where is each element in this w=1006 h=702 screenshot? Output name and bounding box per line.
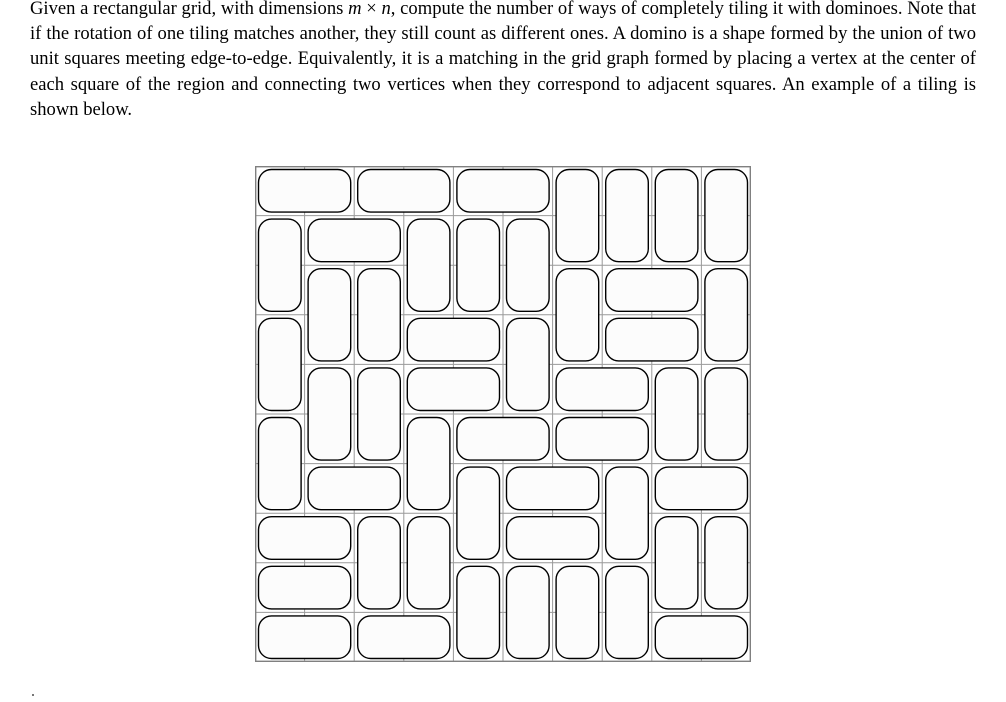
domino-horizontal: [655, 467, 747, 510]
domino-vertical: [457, 566, 500, 658]
domino-horizontal: [606, 318, 698, 361]
domino-vertical: [259, 219, 302, 311]
domino-horizontal: [556, 418, 648, 461]
domino-vertical: [308, 368, 351, 460]
statement-text-intro: Given a rectangular grid, with dimensions: [30, 0, 349, 19]
domino-horizontal: [259, 517, 351, 560]
domino-horizontal: [507, 517, 599, 560]
domino-vertical: [655, 170, 698, 262]
problem-statement: [30, 0, 976, 122]
domino-vertical: [655, 368, 698, 460]
domino-vertical: [556, 170, 599, 262]
domino-horizontal: [259, 170, 351, 213]
domino-horizontal: [606, 269, 698, 312]
dimension-m: m: [348, 0, 362, 19]
domino-vertical: [308, 269, 351, 361]
domino-vertical: [705, 170, 748, 262]
domino-vertical: [407, 517, 450, 609]
domino-vertical: [705, 517, 748, 609]
domino-vertical: [705, 368, 748, 460]
domino-vertical: [259, 418, 302, 510]
domino-horizontal: [556, 368, 648, 411]
domino-horizontal: [457, 170, 549, 213]
domino-horizontal: [407, 368, 499, 411]
domino-vertical: [407, 418, 450, 510]
times-symbol: ×: [361, 0, 382, 19]
domino-vertical: [358, 269, 401, 361]
domino-horizontal: [308, 219, 400, 262]
domino-vertical: [457, 467, 500, 559]
statement-text-body: , compute the number of ways of completely tiling it with dominoes. Note that if the rotation of one tiling matches another, they still count as different ones. A domino is a shape formed by the union of two unit squares meeting edge-to-edge. Equivalently, it is a matching in the grid graph formed by placing a vertex at the center of each square of the region and connecting two vertices when they correspond to adjacent squares. An example of a tiling is shown below.: [30, 0, 976, 120]
domino-vertical: [705, 269, 748, 361]
domino-vertical: [655, 517, 698, 609]
domino-vertical: [358, 368, 401, 460]
domino-vertical: [407, 219, 450, 311]
domino-vertical: [259, 318, 302, 410]
domino-vertical: [556, 269, 599, 361]
domino-vertical: [606, 467, 649, 559]
domino-horizontal: [259, 616, 351, 659]
domino-horizontal: [358, 616, 450, 659]
domino-vertical: [358, 517, 401, 609]
tiling-grid-svg: [255, 166, 751, 662]
domino-vertical: [556, 566, 599, 658]
domino-vertical: [457, 219, 500, 311]
domino-vertical: [606, 566, 649, 658]
domino-horizontal: [507, 467, 599, 510]
domino-vertical: [507, 566, 550, 658]
domino-vertical: [606, 170, 649, 262]
domino-horizontal: [655, 616, 747, 659]
domino-vertical: [507, 219, 550, 311]
domino-horizontal: [457, 418, 549, 461]
domino-vertical: [507, 318, 550, 410]
domino-horizontal: [358, 170, 450, 213]
dimension-n: n: [381, 0, 391, 19]
domino-horizontal: [308, 467, 400, 510]
domino-horizontal: [259, 566, 351, 609]
domino-horizontal: [407, 318, 499, 361]
domino-tiling-figure: [255, 166, 751, 662]
page-mark: [32, 694, 34, 696]
